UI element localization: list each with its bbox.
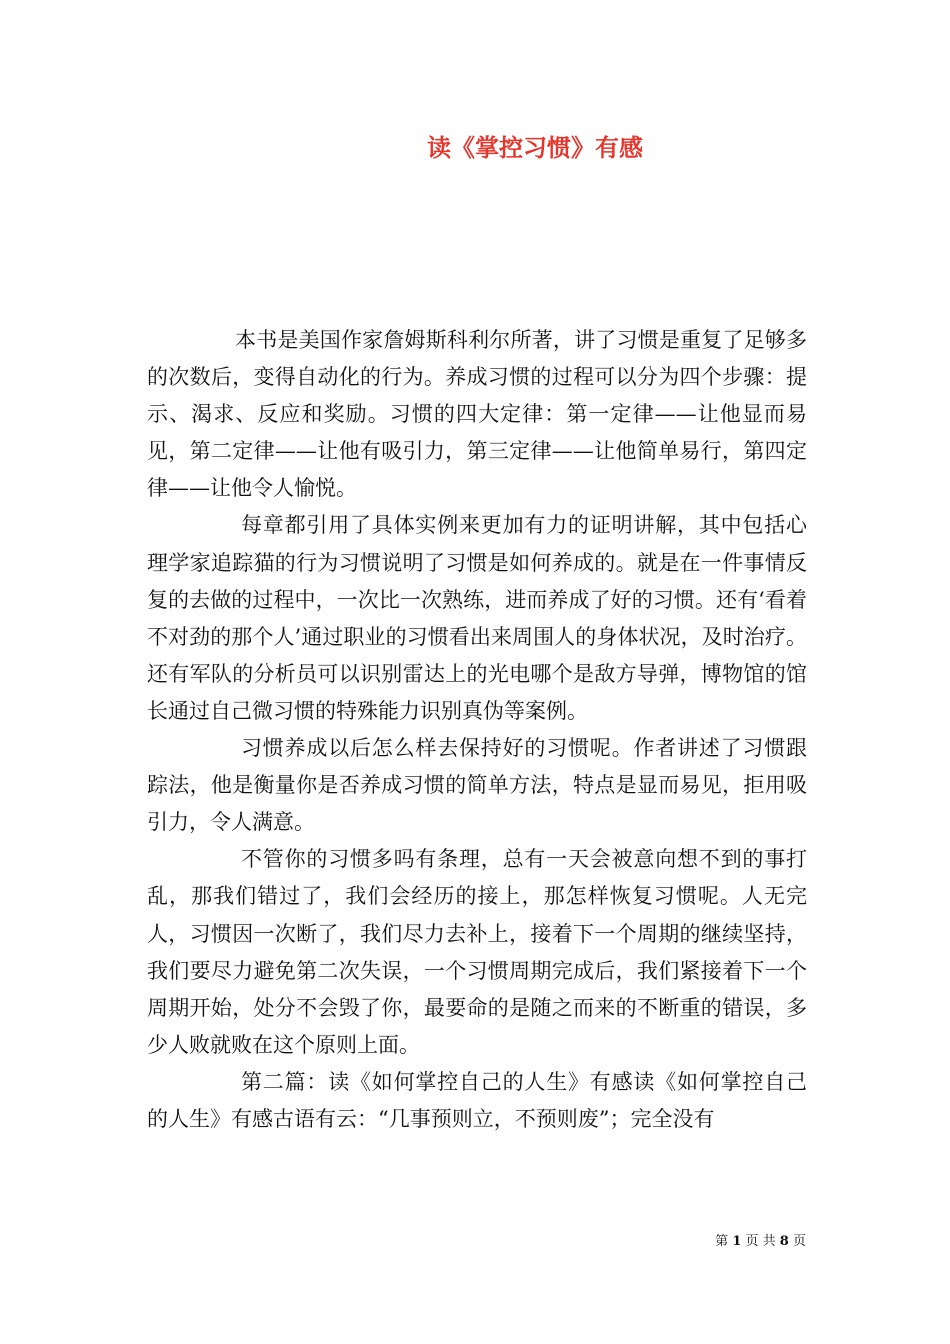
paragraph-2: 每章都引用了具体实例来更加有力的证明讲解，其中包括心理学家追踪猫的行为习惯说明了习惯是如何养成的。就是在一件事情反复的去做的过程中，一次比一次熟练，进而养成了好的习惯。还有‘看着不对劲的那个人’通过职业的习惯看出来周围人的身体状况，及时治疗。还有军队的分析员可以识别雷达上的光电哪个是敌方导弹，博物馆的馆长通过自己微习惯的特殊能力识别真伪等案例。: [147, 513, 807, 723]
page-number-footer: [715, 1233, 806, 1251]
document-body: [147, 322, 807, 1138]
total-page-count: 8: [779, 1234, 789, 1249]
paragraph-5: 第二篇：读《如何掌控自己的人生》有感读《如何掌控自己的人生》有感古语有云：“几事预则立，不预则废”；完全没有: [147, 1069, 807, 1131]
current-page-number: 1: [732, 1234, 742, 1249]
paragraph-3: 习惯养成以后怎么样去保持好的习惯呢。作者讲述了习惯跟踪法，他是衡量你是否养成习惯的简单方法，特点是显而易见，拒用吸引力，令人满意。: [147, 736, 807, 835]
footer-prefix: 第: [715, 1234, 729, 1249]
document-title: 读《掌控习惯》有感: [427, 133, 643, 162]
paragraph-4: 不管你的习惯多吗有条理，总有一天会被意向想不到的事打乱，那我们错过了，我们会经历的接上，那怎样恢复习惯呢。人无完人，习惯因一次断了，我们尽力去补上，接着下一个周期的继续坚持，我们要尽力避免第二次失误，一个习惯周期完成后，我们紧接着下一个周期开始，处分不会毁了你，最要命的是随之而来的不断重的错误，多少人败就败在这个原则上面。: [147, 847, 807, 1057]
paragraph-1: 本书是美国作家詹姆斯科利尔所著，讲了习惯是重复了足够多的次数后，变得自动化的行为。养成习惯的过程可以分为四个步骤：提示、渴求、反应和奖励。习惯的四大定律：第一定律——让他显而易见，第二定律——让他有吸引力，第三定律——让他简单易行，第四定律——让他令人愉悦。: [147, 328, 807, 501]
footer-suffix: 页: [792, 1234, 806, 1249]
footer-middle: 页 共: [745, 1234, 776, 1249]
